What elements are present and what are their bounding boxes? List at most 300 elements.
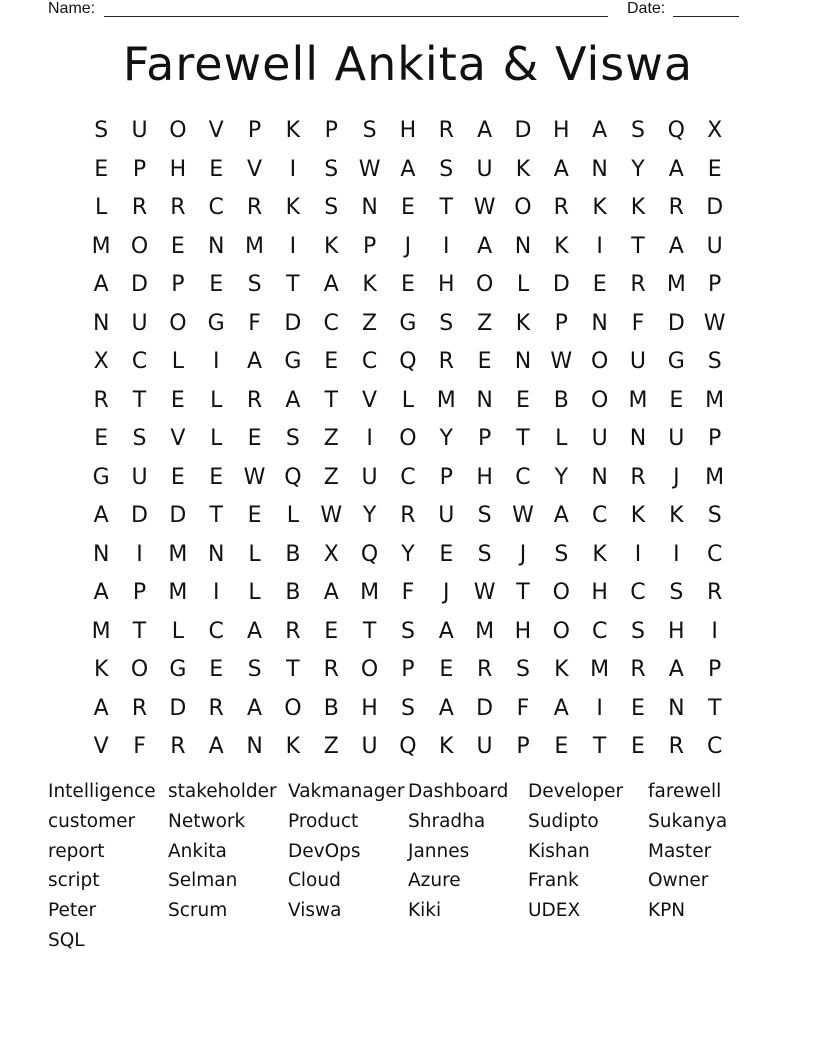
grid-letter[interactable]: O xyxy=(360,657,379,683)
grid-letter[interactable]: L xyxy=(555,426,568,452)
grid-letter[interactable]: Q xyxy=(667,118,685,144)
grid-letter[interactable]: N xyxy=(514,233,532,259)
grid-letter[interactable]: Y xyxy=(631,156,645,182)
grid-letter[interactable]: I xyxy=(212,580,220,606)
grid-letter[interactable]: E xyxy=(247,503,262,529)
grid-letter[interactable]: I xyxy=(596,695,603,721)
grid-letter[interactable]: R xyxy=(170,195,186,221)
grid-letter[interactable]: A xyxy=(400,156,416,182)
grid-letter[interactable]: D xyxy=(667,310,685,336)
grid-letter[interactable]: P xyxy=(477,426,492,452)
grid-letter[interactable]: S xyxy=(707,349,722,375)
grid-letter[interactable]: C xyxy=(706,541,723,567)
grid-letter[interactable]: K xyxy=(439,734,454,760)
grid-letter[interactable]: R xyxy=(476,657,493,683)
grid-letter[interactable]: R xyxy=(630,657,646,683)
grid-letter[interactable]: M xyxy=(168,541,188,567)
grid-letter[interactable]: O xyxy=(475,272,494,298)
grid-letter[interactable]: K xyxy=(554,657,569,683)
grid-letter[interactable]: V xyxy=(170,426,186,452)
grid-letter[interactable]: Q xyxy=(360,541,379,567)
grid-letter[interactable]: S xyxy=(554,541,569,567)
grid-letter[interactable]: N xyxy=(476,387,493,413)
grid-letter[interactable]: R xyxy=(93,387,109,413)
grid-letter[interactable]: U xyxy=(629,349,647,375)
grid-letter[interactable]: T xyxy=(362,618,377,644)
grid-letter[interactable]: G xyxy=(667,349,685,375)
grid-letter[interactable]: R xyxy=(630,464,646,490)
grid-letter[interactable]: K xyxy=(592,541,607,567)
grid-letter[interactable]: U xyxy=(131,310,148,336)
grid-letter[interactable]: S xyxy=(400,618,415,644)
grid-letter[interactable]: C xyxy=(591,503,608,529)
grid-letter[interactable]: R xyxy=(438,349,454,375)
grid-letter[interactable]: H xyxy=(591,580,608,606)
grid-letter[interactable]: A xyxy=(93,272,109,298)
grid-letter[interactable]: D xyxy=(284,310,302,336)
grid-letter[interactable]: H xyxy=(668,618,685,644)
grid-letter[interactable]: E xyxy=(592,272,607,298)
grid-letter[interactable]: D xyxy=(131,272,148,298)
grid-letter[interactable]: R xyxy=(208,695,224,721)
grid-letter[interactable]: E xyxy=(170,464,185,490)
grid-letter[interactable]: U xyxy=(131,464,148,490)
grid-letter[interactable]: A xyxy=(247,349,263,375)
name-blank-line[interactable] xyxy=(104,0,608,17)
grid-letter[interactable]: N xyxy=(629,426,647,452)
grid-letter[interactable]: S xyxy=(94,118,109,144)
grid-letter[interactable]: T xyxy=(516,580,530,606)
grid-row xyxy=(82,382,734,421)
grid-letter[interactable]: T xyxy=(631,233,645,259)
grid-letter[interactable]: T xyxy=(707,695,722,721)
grid-letter[interactable]: E xyxy=(516,387,530,413)
grid-letter[interactable]: B xyxy=(553,387,569,413)
grid-letter[interactable]: O xyxy=(514,195,532,221)
grid-letter[interactable]: Z xyxy=(323,734,339,760)
grid-letter[interactable]: P xyxy=(554,310,568,336)
grid-letter[interactable]: U xyxy=(361,464,378,490)
grid-letter[interactable]: P xyxy=(708,657,722,683)
grid-letter[interactable]: E xyxy=(170,233,185,259)
grid-letter[interactable]: S xyxy=(707,503,722,529)
grid-letter[interactable]: C xyxy=(400,464,416,490)
grid-letter[interactable]: M xyxy=(91,233,111,259)
grid-letter[interactable]: O xyxy=(130,657,149,683)
grid-letter[interactable]: W xyxy=(550,349,573,375)
grid-letter[interactable]: Z xyxy=(477,310,493,336)
grid-letter[interactable]: U xyxy=(476,156,493,182)
grid-letter[interactable]: V xyxy=(247,156,263,182)
grid-letter[interactable]: V xyxy=(93,734,109,760)
grid-letter[interactable]: R xyxy=(131,195,148,221)
grid-letter[interactable]: H xyxy=(169,156,187,182)
grid-letter[interactable]: N xyxy=(92,541,110,567)
grid-letter[interactable]: M xyxy=(590,657,610,683)
grid-letter[interactable]: P xyxy=(708,426,722,452)
grid-letter[interactable]: X xyxy=(707,118,723,144)
grid-letter[interactable]: B xyxy=(323,695,339,721)
grid-letter[interactable]: A xyxy=(477,233,493,259)
grid-letter[interactable]: A xyxy=(477,118,493,144)
grid-letter[interactable]: P xyxy=(362,233,377,259)
grid-letter[interactable]: L xyxy=(248,541,261,567)
grid-letter[interactable]: P xyxy=(324,118,338,144)
grid-letter[interactable]: S xyxy=(439,310,454,336)
grid-letter[interactable]: M xyxy=(436,387,456,413)
grid-letter[interactable]: R xyxy=(170,734,186,760)
grid-letter[interactable]: I xyxy=(366,426,373,452)
grid-letter[interactable]: S xyxy=(324,156,339,182)
grid-letter[interactable]: S xyxy=(285,426,300,452)
grid-letter[interactable]: S xyxy=(132,426,147,452)
grid-letter[interactable]: D xyxy=(514,118,532,144)
grid-row xyxy=(82,228,734,267)
grid-letter[interactable]: E xyxy=(209,464,224,490)
grid-letter[interactable]: U xyxy=(361,734,378,760)
grid-letter[interactable]: H xyxy=(514,618,532,644)
grid-letter[interactable]: E xyxy=(554,734,569,760)
grid-letter[interactable]: M xyxy=(360,580,380,606)
grid-letter[interactable]: D xyxy=(131,503,148,529)
grid-letter[interactable]: L xyxy=(210,387,223,413)
grid-letter[interactable]: E xyxy=(209,657,224,683)
grid-letter[interactable]: H xyxy=(399,118,417,144)
grid-letter[interactable]: C xyxy=(208,618,224,644)
grid-letter[interactable]: B xyxy=(285,541,301,567)
grid-letter[interactable]: H xyxy=(437,272,455,298)
grid-letter[interactable]: Z xyxy=(323,426,339,452)
grid-letter[interactable]: S xyxy=(324,195,339,221)
grid-letter[interactable]: S xyxy=(477,503,492,529)
grid-letter[interactable]: H xyxy=(361,695,378,721)
grid-letter[interactable]: E xyxy=(324,618,339,644)
grid-letter[interactable]: R xyxy=(131,695,148,721)
grid-letter[interactable]: K xyxy=(285,734,301,760)
grid-letter[interactable]: D xyxy=(552,272,570,298)
grid-letter[interactable]: N xyxy=(591,156,608,182)
grid-letter[interactable]: Q xyxy=(399,349,417,375)
grid-letter[interactable]: L xyxy=(248,580,261,606)
grid-letter[interactable]: S xyxy=(631,118,645,144)
grid-letter[interactable]: P xyxy=(708,272,722,298)
grid-letter[interactable]: Y xyxy=(439,426,453,452)
grid-letter[interactable]: R xyxy=(400,503,416,529)
grid-letter[interactable]: O xyxy=(552,618,570,644)
grid-letter[interactable]: R xyxy=(553,195,569,221)
grid-letter[interactable]: K xyxy=(324,233,339,259)
grid-letter[interactable]: E xyxy=(209,156,224,182)
grid-letter[interactable]: F xyxy=(401,580,415,606)
grid-letter[interactable]: Y xyxy=(554,464,569,490)
grid-letter[interactable]: K xyxy=(592,195,607,221)
grid-letter[interactable]: A xyxy=(323,272,339,298)
grid-letter[interactable]: U xyxy=(438,503,455,529)
grid-letter[interactable]: C xyxy=(630,580,646,606)
grid-letter[interactable]: W xyxy=(358,156,381,182)
grid-letter[interactable]: E xyxy=(477,349,492,375)
grid-letter[interactable]: P xyxy=(132,156,147,182)
grid-letter[interactable]: G xyxy=(92,464,110,490)
grid-letter[interactable]: Z xyxy=(362,310,378,336)
grid-letter[interactable]: O xyxy=(130,233,149,259)
grid-letter[interactable]: U xyxy=(668,426,685,452)
grid-letter[interactable]: J xyxy=(673,464,680,490)
grid-letter[interactable]: N xyxy=(668,695,685,721)
grid-letter[interactable]: X xyxy=(323,541,339,567)
grid-letter[interactable]: L xyxy=(171,349,184,375)
grid-letter[interactable]: M xyxy=(475,618,495,644)
grid-letter[interactable]: E xyxy=(94,426,109,452)
grid-letter[interactable]: R xyxy=(285,618,301,644)
grid-letter[interactable]: N xyxy=(361,195,378,221)
grid-letter[interactable]: I xyxy=(673,541,680,567)
grid-letter[interactable]: M xyxy=(91,618,111,644)
grid-letter[interactable]: T xyxy=(286,272,300,298)
grid-letter[interactable]: G xyxy=(284,349,302,375)
grid-letter[interactable]: P xyxy=(516,734,530,760)
grid-letter[interactable]: W xyxy=(320,503,343,529)
grid-letter[interactable]: O xyxy=(590,387,609,413)
grid-letter[interactable]: T xyxy=(209,503,223,529)
grid-letter[interactable]: Y xyxy=(362,503,377,529)
grid-letter[interactable]: J xyxy=(404,233,412,259)
grid-letter[interactable]: H xyxy=(553,118,570,144)
grid-letter[interactable]: K xyxy=(515,156,531,182)
grid-letter[interactable]: A xyxy=(668,233,684,259)
grid-letter[interactable]: Y xyxy=(401,541,415,567)
grid-letter[interactable]: S xyxy=(669,580,684,606)
grid-letter[interactable]: Q xyxy=(284,464,302,490)
grid-letter[interactable]: A xyxy=(247,695,263,721)
grid-letter[interactable]: K xyxy=(285,195,301,221)
grid-letter[interactable]: O xyxy=(590,349,609,375)
grid-letter[interactable]: C xyxy=(706,734,723,760)
grid-letter[interactable]: I xyxy=(212,349,220,375)
grid-letter[interactable]: C xyxy=(208,195,224,221)
grid-letter[interactable]: E xyxy=(400,272,415,298)
grid-letter[interactable]: M xyxy=(705,464,725,490)
grid-letter[interactable]: S xyxy=(362,118,377,144)
grid-letter[interactable]: O xyxy=(284,695,302,721)
grid-letter[interactable]: E xyxy=(439,657,454,683)
grid-letter[interactable]: S xyxy=(477,541,492,567)
grid-letter[interactable]: E xyxy=(324,349,339,375)
grid-letter[interactable]: D xyxy=(169,503,187,529)
grid-letter[interactable]: K xyxy=(285,118,301,144)
word-bank-item: UDEX xyxy=(528,900,581,922)
grid-letter[interactable]: I xyxy=(289,156,297,182)
grid-letter[interactable]: F xyxy=(631,310,645,336)
grid-letter[interactable]: I xyxy=(443,233,450,259)
grid-letter[interactable]: M xyxy=(245,233,265,259)
grid-letter[interactable]: A xyxy=(285,387,301,413)
grid-letter[interactable]: F xyxy=(516,695,530,721)
word-bank-item: Viswa xyxy=(288,900,342,922)
grid-letter[interactable]: L xyxy=(401,387,415,413)
grid-letter[interactable]: M xyxy=(168,580,188,606)
grid-letter[interactable]: E xyxy=(631,695,645,721)
word-bank-item: Selman xyxy=(168,870,238,892)
grid-letter[interactable]: Q xyxy=(399,734,417,760)
grid-letter[interactable]: I xyxy=(289,233,297,259)
grid-letter[interactable]: C xyxy=(361,349,378,375)
grid-letter[interactable]: V xyxy=(208,118,224,144)
grid-letter[interactable]: O xyxy=(169,118,187,144)
grid-letter[interactable]: K xyxy=(93,657,109,683)
grid-letter[interactable]: J xyxy=(443,580,450,606)
grid-letter[interactable]: L xyxy=(286,503,300,529)
grid-letter[interactable]: A xyxy=(553,695,569,721)
grid-letter[interactable]: L xyxy=(95,195,108,221)
grid-letter[interactable]: E xyxy=(400,195,415,221)
grid-letter[interactable]: E xyxy=(669,387,684,413)
grid-letter[interactable]: A xyxy=(323,580,339,606)
grid-letter[interactable]: S xyxy=(439,156,454,182)
grid-letter[interactable]: E xyxy=(170,387,185,413)
grid-letter[interactable]: E xyxy=(707,156,722,182)
grid-letter[interactable]: A xyxy=(247,618,263,644)
grid-letter[interactable]: E xyxy=(247,426,262,452)
grid-letter[interactable]: X xyxy=(93,349,109,375)
grid-letter[interactable]: L xyxy=(210,426,223,452)
grid-letter[interactable]: M xyxy=(666,272,686,298)
grid-letter[interactable]: R xyxy=(668,195,684,221)
grid-letter[interactable]: G xyxy=(207,310,225,336)
grid-letter[interactable]: J xyxy=(519,541,527,567)
grid-letter[interactable]: B xyxy=(285,580,301,606)
grid-letter[interactable]: Z xyxy=(323,464,339,490)
grid-letter[interactable]: E xyxy=(439,541,454,567)
grid-letter[interactable]: C xyxy=(591,618,608,644)
grid-letter[interactable]: A xyxy=(93,503,109,529)
grid-letter[interactable]: P xyxy=(132,580,147,606)
grid-letter[interactable]: N xyxy=(246,734,263,760)
grid-letter[interactable]: C xyxy=(131,349,148,375)
grid-letter[interactable]: W xyxy=(512,503,534,529)
grid-letter[interactable]: I xyxy=(136,541,143,567)
grid-letter[interactable]: I xyxy=(596,233,603,259)
date-blank-line[interactable] xyxy=(673,0,739,17)
grid-letter[interactable]: F xyxy=(248,310,261,336)
grid-letter[interactable]: A xyxy=(438,695,454,721)
grid-letter[interactable]: P xyxy=(171,272,185,298)
grid-letter[interactable]: D xyxy=(706,195,724,221)
grid-letter[interactable]: T xyxy=(286,657,300,683)
grid-letter[interactable]: V xyxy=(362,387,378,413)
grid-letter[interactable]: R xyxy=(630,272,646,298)
grid-letter[interactable]: W xyxy=(703,310,726,336)
grid-letter[interactable]: P xyxy=(401,657,415,683)
grid-letter[interactable]: O xyxy=(552,580,570,606)
grid-letter[interactable]: O xyxy=(169,310,187,336)
grid-letter[interactable]: W xyxy=(473,580,496,606)
grid-letter[interactable]: L xyxy=(516,272,530,298)
grid-letter[interactable]: L xyxy=(171,618,184,644)
grid-letter[interactable]: N xyxy=(514,349,532,375)
grid-letter[interactable]: A xyxy=(93,580,109,606)
grid-letter[interactable]: G xyxy=(399,310,417,336)
grid-letter[interactable]: T xyxy=(439,195,453,221)
grid-letter[interactable]: I xyxy=(634,541,642,567)
grid-row xyxy=(82,497,734,536)
grid-letter[interactable]: N xyxy=(207,541,225,567)
grid-letter[interactable]: W xyxy=(473,195,496,221)
grid-letter[interactable]: D xyxy=(169,695,187,721)
word-bank xyxy=(48,777,768,956)
grid-letter[interactable]: C xyxy=(515,464,531,490)
grid-letter[interactable]: N xyxy=(92,310,110,336)
grid-letter[interactable]: W xyxy=(243,464,266,490)
grid-letter[interactable]: P xyxy=(247,118,262,144)
grid-letter[interactable]: C xyxy=(323,310,339,336)
grid-letter[interactable]: R xyxy=(246,195,263,221)
grid-letter[interactable]: K xyxy=(515,310,531,336)
grid-letter[interactable]: A xyxy=(592,118,608,144)
grid-letter[interactable]: M xyxy=(705,387,725,413)
grid-letter[interactable]: T xyxy=(516,426,530,452)
grid-letter[interactable]: K xyxy=(362,272,377,298)
grid-letter[interactable]: D xyxy=(476,695,494,721)
grid-letter[interactable]: A xyxy=(93,695,109,721)
grid-letter[interactable]: G xyxy=(169,657,187,683)
grid-letter[interactable]: H xyxy=(476,464,493,490)
grid-letter[interactable]: R xyxy=(246,387,263,413)
grid-letter[interactable]: U xyxy=(131,118,148,144)
grid-letter[interactable]: S xyxy=(247,272,262,298)
grid-letter[interactable]: A xyxy=(553,156,569,182)
grid-letter[interactable]: K xyxy=(669,503,684,529)
grid-letter[interactable]: T xyxy=(592,734,607,760)
grid-letter[interactable]: A xyxy=(553,503,569,529)
grid-letter[interactable]: N xyxy=(591,310,608,336)
grid-letter[interactable]: A xyxy=(668,657,684,683)
grid-letter[interactable]: S xyxy=(400,695,415,721)
worksheet-header xyxy=(48,0,748,20)
grid-letter[interactable]: N xyxy=(591,464,608,490)
word-bank-item: Scrum xyxy=(168,900,228,922)
grid-letter[interactable]: S xyxy=(631,618,645,644)
grid-letter[interactable]: R xyxy=(323,657,339,683)
grid-letter[interactable]: K xyxy=(630,195,646,221)
grid-letter[interactable]: O xyxy=(399,426,417,452)
grid-letter[interactable]: T xyxy=(132,618,147,644)
grid-letter[interactable]: K xyxy=(630,503,646,529)
grid-letter[interactable]: T xyxy=(324,387,338,413)
grid-letter[interactable]: U xyxy=(591,426,608,452)
grid-letter[interactable]: A xyxy=(438,618,454,644)
grid-letter[interactable]: A xyxy=(668,156,684,182)
grid-letter[interactable]: E xyxy=(94,156,109,182)
grid-letter[interactable]: R xyxy=(668,734,684,760)
grid-letter[interactable]: U xyxy=(706,233,723,259)
grid-letter[interactable]: S xyxy=(515,657,530,683)
grid-letter[interactable]: U xyxy=(476,734,493,760)
grid-letter[interactable]: P xyxy=(439,464,453,490)
grid-letter[interactable]: F xyxy=(133,734,146,760)
grid-letter[interactable]: A xyxy=(208,734,224,760)
grid-letter[interactable]: E xyxy=(631,734,645,760)
grid-letter[interactable]: K xyxy=(554,233,569,259)
grid-letter[interactable]: S xyxy=(247,657,262,683)
grid-letter[interactable]: T xyxy=(132,387,147,413)
grid-letter[interactable]: N xyxy=(207,233,225,259)
grid-letter[interactable]: M xyxy=(628,387,648,413)
grid-letter[interactable]: I xyxy=(711,618,718,644)
grid-letter[interactable]: E xyxy=(209,272,224,298)
grid-letter[interactable]: R xyxy=(707,580,723,606)
grid-letter[interactable]: R xyxy=(438,118,454,144)
